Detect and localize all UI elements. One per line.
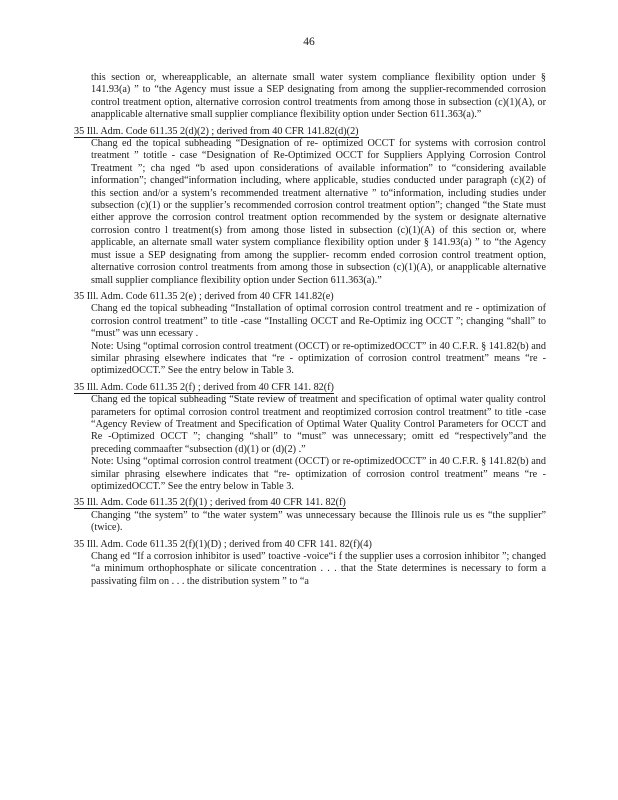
continuation-paragraph [74, 72, 546, 122]
table-entry [74, 291, 546, 378]
table-entry [74, 539, 546, 589]
entry-body [74, 303, 546, 377]
entry-paragraph: Chang ed the topical subheading “Installation of optimal corrosion control treatment and re - optimization of corrosion control treatment” to title -case “Installing OCCT and Re-Optimiz ing OCCT ”; changing “shall” to “must” was unn ecessary . [91, 303, 546, 340]
document-body [74, 72, 546, 592]
entry-paragraph: Chang ed the topical subheading “State review of treatment and specification of optimal water quality control parameters for optimal corrosion control treatment and reoptimized corrosion control treatment” to title -case “Agency Review of Treatment and Specification of Optimal Water Quality Control Parameters for OCCT and Re -Optimized OCCT ”; changing “shall” to “must” was unnecessary; omitt ed “respectively”and the preceding commaafter “subsection (d)(1) or (d)(2) .” [91, 394, 546, 455]
entry-paragraph: Changing “the system” to “the water system” was unnecessary because the Illinois rule us es “the supplier” (twice). [91, 509, 546, 534]
entries-list [74, 126, 546, 589]
entry-citation [74, 539, 546, 551]
entry-paragraph: Note: Using “optimal corrosion control treatment (OCCT) or re-optimizedOCCT” in 40 C.F.R. § 141.82(b) and similar phrasing elsewhere indicates that “re - optimization of corrosion control treatment” means “re -optimizedOCCT.” See the entry below in Table 3. [91, 340, 546, 377]
entry-citation-text: 35 Ill. Adm. Code 611.35 2(f)(1) ; derived from 40 CFR 141. 82(f) [74, 497, 346, 509]
entry-paragraph: Chang ed “If a corrosion inhibitor is used” toactive -voice“i f the supplier uses a corrosion inhibitor ”; changed “a minimum orthophosphate or silicate concentration . . . that the State determines is necessary to form a passivating film on . . . the distribution system ” to “a [91, 551, 546, 587]
entry-citation-text: 35 Ill. Adm. Code 611.35 2(f)(1)(D) ; derived from 40 CFR 141. 82(f)(4) [74, 538, 372, 550]
entry-body [74, 551, 546, 588]
entry-paragraph: Note: Using “optimal corrosion control treatment (OCCT) or re-optimizedOCCT” in 40 C.F.R. § 141.82(b) and similar phrasing elsewhere indicates that “re- optimization of corrosion control treatment” means “re -optimizedOCCT.” See the entry below in Table 3. [91, 456, 546, 492]
page-number: 46 [303, 36, 315, 48]
table-entry [74, 126, 546, 287]
entry-citation-text: 35 Ill. Adm. Code 611.35 2(d)(2) ; derived from 40 CFR 141.82(d)(2) [74, 125, 359, 137]
table-entry [74, 382, 546, 494]
entry-citation-text: 35 Ill. Adm. Code 611.35 2(e) ; derived from 40 CFR 141.82(e) [74, 290, 334, 302]
entry-citation [74, 126, 546, 138]
continuation-text: this section or, whereapplicable, an alternate small water system compliance flexibility option under § 141.93(a) ” to “the Agency must issue a SEP designating from among the supplier-recommended corrosion control treatment option, alternative corrosion control treatments from among those in subsection (c)(1)(A), or anapplicable alternative small supplier compliance flexibility option under Section 611.363(a).” [91, 72, 546, 121]
entry-body [74, 138, 546, 287]
entry-body [74, 394, 546, 493]
entry-citation [74, 497, 546, 509]
entry-citation [74, 291, 546, 303]
entry-citation [74, 382, 546, 394]
entry-paragraph: Chang ed the topical subheading “Designation of re- optimized OCCT for systems with corrosion control treatment ” totitle - case “Designation of Re-Optimized OCCT for Suppliers Applying Corrosion Control Treatment ”; cha nged “b ased upon considerations of available information” to “considering available information”; changed“information including, where applicable, studies conducted under paragraph (c)(2) of this section and/or a system’s recommended treatment alternative ” to“information, including studies under subsection (c)(1) or the supplier’s recommended corrosion control treatment option”; changed “the State must either approve the corrosion control treatment option recommended by the system or designate alternative corrosion contro l treatment(s) from among those listed in subsection (c)(1)(A) of this section or, where applicable, an alternate small water system compliance flexibility option under § 141.93(a) ” to “the Agency must issue a SEP designating from among the supplier- recomm ended corrosion control treatment option, alternative corrosion control treatments from among those in subsection (c)(1)(A), or anapplicable alternative small supplier compliance flexibility option under Section 611.363(a).” [91, 138, 546, 286]
entry-body [74, 510, 546, 535]
table-entry [74, 497, 546, 534]
entry-citation-text: 35 Ill. Adm. Code 611.35 2(f) ; derived from 40 CFR 141. 82(f) [74, 381, 334, 393]
